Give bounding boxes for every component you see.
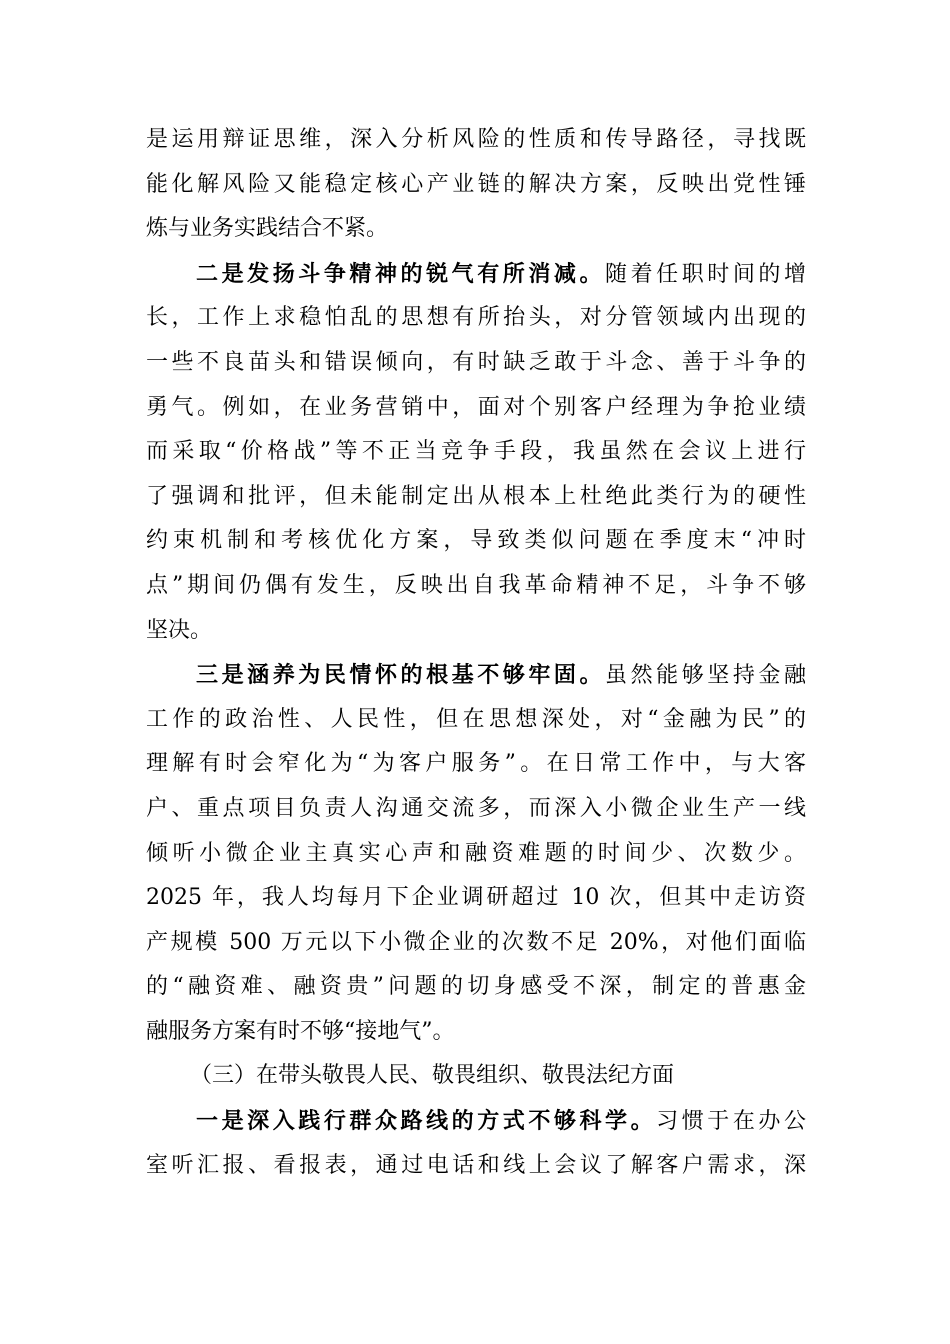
line-text: 了强调和批评，但未能制定出从根本上杜绝此类行为的硬性 [146,483,806,509]
text-line [146,519,806,564]
line-text: 的“融资难、融资贵”问题的切身感受不深，制定的普惠金 [146,974,806,1000]
bold-lead-sentence: 二是发扬斗争精神的锐气有所消减。 [196,260,606,287]
line-text: 炼与业务实践结合不紧。 [146,216,389,242]
line-text: 室听汇报、看报表，通过电话和线上会议了解客户需求，深 [146,1152,806,1178]
line-text: 工作的政治性、人民性，但在思想深处，对“金融为民”的 [146,706,806,732]
line-text: 虽然能够坚持金融 [605,663,806,689]
text-line [146,475,806,520]
line-text: 能化解风险又能稳定核心产业链的解决方案，反映出党性锤 [146,171,806,197]
text-line [146,876,806,921]
text-line [146,832,806,877]
text-line [146,653,806,698]
text-line [146,252,806,297]
text-line [146,564,806,609]
line-text: 倾听小微企业主真实心声和融资难题的时间少、次数少。 [146,840,806,866]
text-line [146,386,806,431]
text-line [146,207,806,252]
text-line [146,341,806,386]
section-heading [146,1054,806,1099]
text-line [146,163,806,208]
line-text: 融服务方案有时不够“接地气”。 [146,1018,455,1044]
line-text: 随着任职时间的增 [605,261,806,287]
text-line [146,1010,806,1055]
document-page [146,118,806,1188]
line-text: 点”期间仍偶有发生，反映出自我革命精神不足，斗争不够 [146,572,806,598]
text-line [146,787,806,832]
line-text: 勇气。例如，在业务营销中，面对个别客户经理为争抢业绩 [146,394,806,420]
line-text: 一些不良苗头和错误倾向，有时缺乏敢于斗念、善于斗争的 [146,349,806,375]
text-line [146,742,806,787]
line-text: 理解有时会窄化为“为客户服务”。在日常工作中，与大客 [146,751,806,777]
line-text: 而采取“价格战”等不正当竞争手段，我虽然在会议上进行 [146,439,806,465]
bold-lead-sentence: 一是深入践行群众路线的方式不够科学。 [196,1108,657,1135]
text-line [146,965,806,1010]
text-line [146,698,806,743]
text-line [146,296,806,341]
text-line [146,1099,806,1144]
text-line [146,430,806,475]
line-text: 2025 年，我人均每月下企业调研超过 10 次，但其中走访资 [146,885,806,911]
text-line [146,1144,806,1189]
line-text: 是运用辩证思维，深入分析风险的性质和传导路径，寻找既 [146,127,806,152]
line-text: 坚决。 [146,617,213,643]
text-line [146,921,806,966]
line-text: 约束机制和考核优化方案，导致类似问题在季度末“冲时 [146,528,806,554]
line-text: 习惯于在办公 [656,1109,806,1135]
line-text: （三）在带头敬畏人民、敬畏组织、敬畏法纪方面 [190,1063,675,1089]
line-text: 户、重点项目负责人沟通交流多，而深入小微企业生产一线 [146,795,806,821]
line-text: 产规模 500 万元以下小微企业的次数不足 20%，对他们面临 [146,929,806,955]
text-line [146,609,806,654]
text-line [146,118,806,163]
bold-lead-sentence: 三是涵养为民情怀的根基不够牢固。 [196,662,606,689]
line-text: 长，工作上求稳怕乱的思想有所抬头，对分管领域内出现的 [146,305,806,331]
